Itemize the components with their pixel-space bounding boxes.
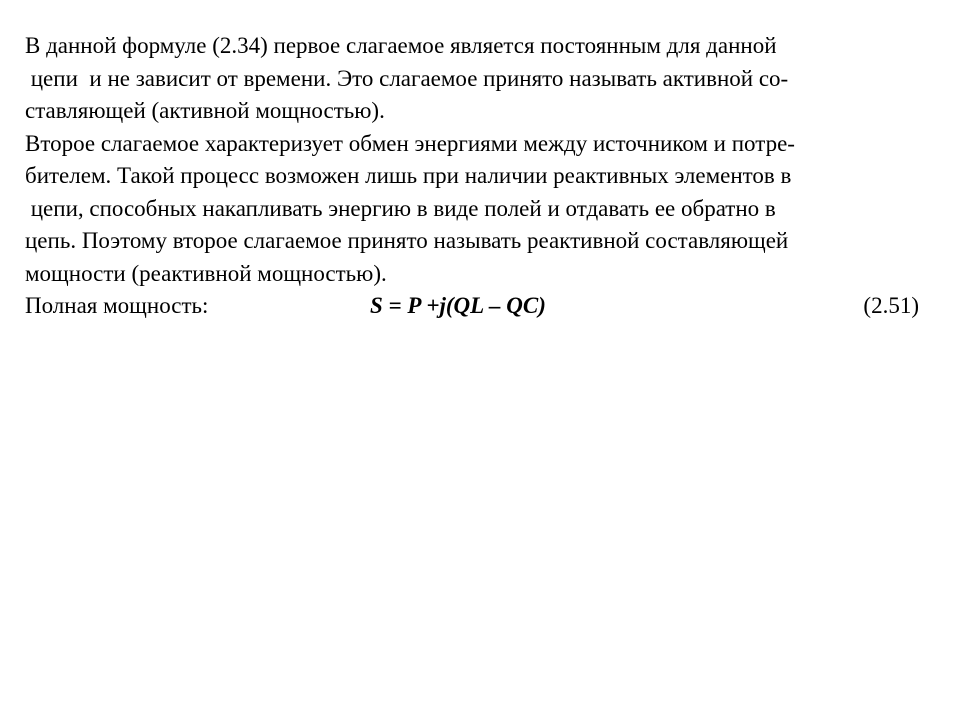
text-line: цепи и не зависит от времени. Это слагаемое принято называть активной со- (25, 65, 789, 91)
text-line: ставляющей (активной мощностью). (25, 98, 385, 123)
text-line: цепь. Поэтому второе слагаемое принято называть реактивной составляющей (25, 228, 789, 253)
text-line: В данной формуле (2.34) первое слагаемое является постоянным для данной (25, 33, 777, 58)
formula-number: (2.51) (863, 293, 919, 318)
paragraph-active-power (25, 30, 935, 128)
formula-expression: S = P +j(QL – QC) (370, 293, 546, 318)
paragraph-reactive-power (25, 128, 935, 291)
text-line: мощности (реактивной мощностью). (25, 260, 387, 286)
formula-row (25, 290, 935, 323)
formula-label: Полная мощность: (25, 293, 209, 318)
text-line: бителем. Такой процесс возможен лишь при наличии реактивных элементов в (25, 163, 792, 188)
body-text (25, 30, 935, 323)
text-line: цепи, способных накапливать энергию в виде полей и отдавать ее обратно в (25, 195, 776, 221)
text-line: Второе слагаемое характеризует обмен энергиями между источником и потре- (25, 130, 795, 156)
